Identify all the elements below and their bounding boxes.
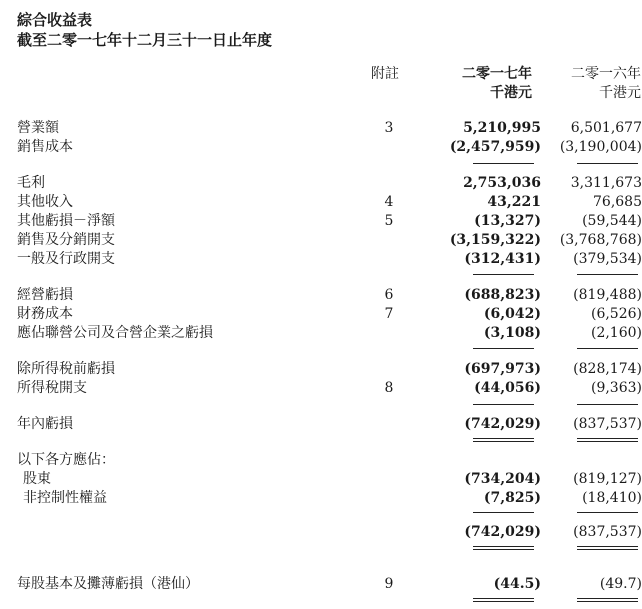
row-current-value: 43,221 [487, 194, 541, 210]
row-current-value: (7,825) [483, 490, 541, 506]
subtotal-rule [473, 163, 534, 164]
row-current-value: (742,029) [464, 524, 541, 540]
subtotal-rule [473, 348, 534, 349]
row-share-of-losses [0, 323, 642, 343]
row-current-value: (13,327) [474, 213, 541, 229]
row-prior-value: (49.7) [599, 576, 642, 592]
row-prior-value: (2,160) [590, 325, 642, 341]
row-prior-value: 3,311,673 [570, 175, 642, 191]
subtotal-rule [577, 404, 638, 405]
row-attributable-total [0, 522, 642, 542]
current-year-header [440, 65, 532, 103]
row-label: 其他收入 [17, 194, 73, 210]
row-prior-value: (59,544) [582, 213, 642, 229]
row-current-value: (312,431) [464, 251, 541, 267]
row-current-value: (734,204) [464, 471, 541, 487]
row-prior-value: (18,410) [582, 490, 642, 506]
row-label: 非控制性權益 [23, 490, 107, 506]
total-double-rule [577, 549, 638, 550]
row-note: 3 [384, 120, 394, 136]
row-operating-loss [0, 285, 642, 305]
row-label: 銷售成本 [17, 139, 73, 155]
row-note: 9 [384, 576, 394, 592]
row-note: 8 [384, 380, 394, 396]
row-current-value: (44.5) [493, 576, 541, 592]
row-attributable-heading [0, 450, 642, 470]
row-note: 6 [384, 287, 394, 303]
row-loss-per-share [0, 574, 642, 594]
subtotal-rule [577, 348, 638, 349]
row-general-admin [0, 249, 642, 269]
total-double-rule [473, 549, 534, 550]
row-non-controlling [0, 488, 642, 508]
row-prior-value: 76,685 [593, 194, 642, 210]
row-prior-value: (3,768,768) [559, 232, 642, 248]
row-loss-for-year [0, 414, 642, 434]
row-current-value: (2,457,959) [449, 139, 541, 155]
row-loss-before-tax [0, 359, 642, 379]
row-prior-value: (819,127) [573, 471, 642, 487]
prior-unit-label: 千港元 [599, 85, 641, 101]
subtotal-rule [577, 512, 638, 513]
row-label: 股東 [23, 471, 51, 487]
row-label: 其他虧損－淨額 [17, 213, 115, 229]
total-double-rule [577, 598, 638, 599]
row-label: 所得稅開支 [17, 380, 87, 396]
total-double-rule [577, 546, 638, 547]
prior-year-label: 二零一六年 [571, 66, 641, 82]
total-double-rule [473, 546, 534, 547]
row-label: 除所得稅前虧損 [17, 361, 115, 377]
row-current-value: (697,973) [464, 361, 541, 377]
row-current-value: (44,056) [474, 380, 541, 396]
row-prior-value: (837,537) [573, 524, 642, 540]
prior-year-header [550, 65, 641, 103]
row-prior-value: (837,537) [573, 416, 642, 432]
total-double-rule [577, 441, 638, 442]
subtotal-rule [473, 274, 534, 275]
row-label: 經營虧損 [17, 287, 73, 303]
total-double-rule [473, 441, 534, 442]
row-label: 以下各方應佔： [17, 452, 115, 468]
total-double-rule [577, 601, 638, 602]
row-prior-value: (819,488) [573, 287, 642, 303]
note-column-header: 附註 [371, 66, 399, 82]
row-current-value: (3,108) [483, 325, 541, 341]
subtotal-rule [577, 274, 638, 275]
row-gross-profit [0, 173, 642, 193]
row-label: 銷售及分銷開支 [17, 232, 115, 248]
row-shareholders [0, 469, 642, 489]
row-label: 毛利 [17, 175, 45, 191]
row-label: 應佔聯營公司及合營企業之虧損 [17, 325, 213, 341]
statement-period: 截至二零一七年十二月三十一日止年度 [17, 31, 273, 49]
row-current-value: (3,159,322) [449, 232, 541, 248]
row-income-tax [0, 378, 642, 398]
row-prior-value: (828,174) [573, 361, 642, 377]
row-finance-costs [0, 304, 642, 324]
row-label: 營業額 [17, 120, 59, 136]
row-label: 財務成本 [17, 306, 73, 322]
row-revenue [0, 118, 642, 138]
subtotal-rule [577, 163, 638, 164]
row-current-value: (742,029) [464, 416, 541, 432]
row-prior-value: 6,501,677 [570, 120, 642, 136]
statement-title: 綜合收益表 [17, 11, 93, 29]
row-note: 5 [384, 213, 394, 229]
row-cost-of-sales [0, 137, 642, 157]
row-note: 4 [384, 194, 394, 210]
subtotal-rule [473, 512, 534, 513]
total-double-rule [473, 438, 534, 439]
subtotal-rule [473, 404, 534, 405]
row-label: 年內虧損 [17, 416, 73, 432]
row-other-income [0, 192, 642, 212]
row-current-value: 5,210,995 [463, 120, 541, 136]
total-double-rule [577, 438, 638, 439]
row-label: 每股基本及攤薄虧損（港仙） [17, 576, 199, 592]
row-prior-value: (3,190,004) [559, 139, 642, 155]
row-selling-distribution [0, 230, 642, 250]
total-double-rule [473, 601, 534, 602]
row-other-losses [0, 211, 642, 231]
row-current-value: (688,823) [464, 287, 541, 303]
row-prior-value: (6,526) [590, 306, 642, 322]
row-current-value: 2,753,036 [463, 175, 541, 191]
current-unit-label: 千港元 [490, 85, 532, 101]
total-double-rule [473, 598, 534, 599]
row-prior-value: (9,363) [590, 380, 642, 396]
row-note: 7 [384, 306, 394, 322]
row-current-value: (6,042) [483, 306, 541, 322]
row-label: 一般及行政開支 [17, 251, 115, 267]
current-year-label: 二零一七年 [462, 66, 532, 82]
row-prior-value: (379,534) [573, 251, 642, 267]
